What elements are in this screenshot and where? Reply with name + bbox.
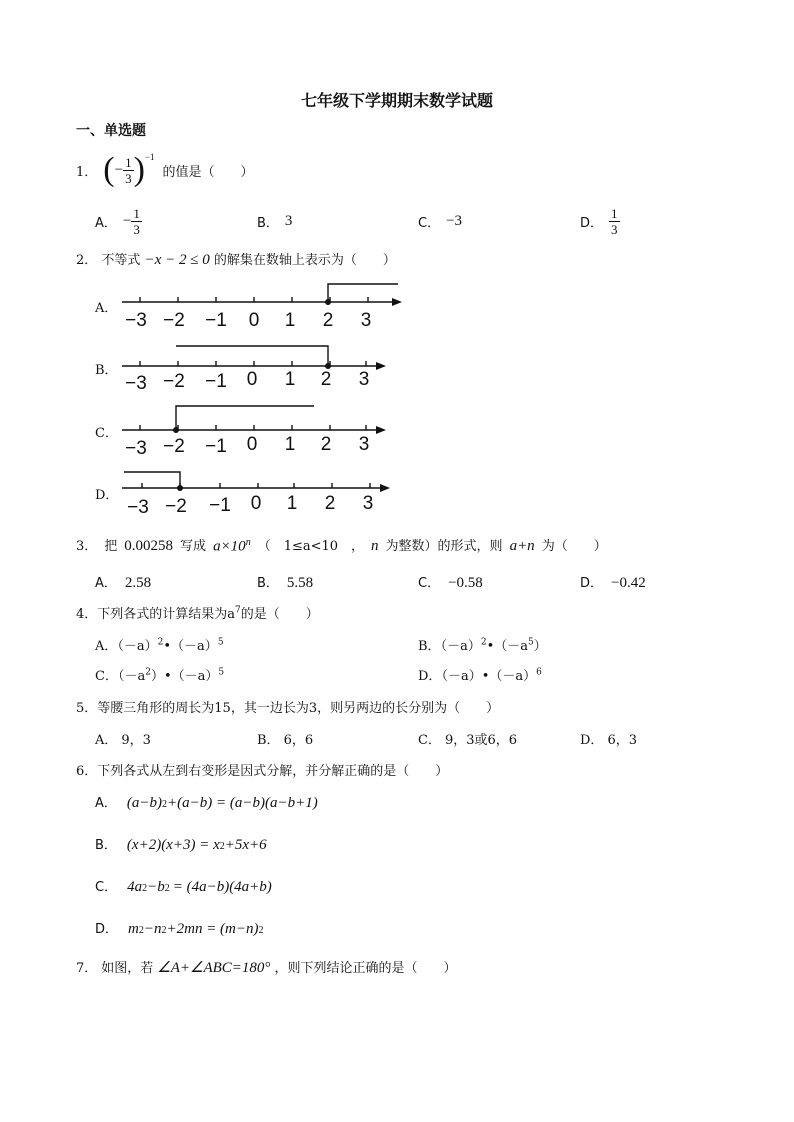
number-line-d bbox=[122, 472, 390, 518]
option-b bbox=[418, 635, 547, 654]
tick-label: −1 bbox=[205, 436, 227, 457]
tick-labels bbox=[127, 493, 373, 518]
option-value: 5.58 bbox=[286, 575, 314, 591]
question-5 bbox=[76, 697, 499, 716]
option-label: B． bbox=[257, 215, 279, 231]
tick-label: 0 bbox=[248, 310, 260, 331]
solution-bracket bbox=[176, 346, 328, 366]
exponent: 6 bbox=[536, 667, 542, 678]
option-part: （－a bbox=[117, 669, 146, 684]
number-line-b bbox=[122, 346, 386, 394]
option-label: D． bbox=[580, 733, 604, 748]
option-c bbox=[95, 665, 224, 684]
exponent: −1 bbox=[144, 152, 155, 162]
option-value: 9，3或6，6 bbox=[444, 733, 518, 748]
exponent: 2 bbox=[157, 637, 164, 648]
exponent: 2 bbox=[219, 841, 225, 852]
exponent: 5 bbox=[527, 637, 534, 648]
option-label: C． bbox=[418, 576, 441, 591]
angle-expr: ∠A+∠ABC=180° bbox=[157, 960, 271, 976]
option-c bbox=[418, 729, 517, 748]
option-c bbox=[418, 203, 462, 239]
tick-label: −3 bbox=[125, 310, 147, 331]
option-label: C． bbox=[95, 669, 118, 684]
number-line-c bbox=[122, 406, 386, 459]
tick-label: −2 bbox=[163, 310, 185, 331]
tick-label: −1 bbox=[209, 495, 231, 516]
question-7 bbox=[76, 957, 456, 977]
question-number: 7． bbox=[76, 961, 98, 976]
question-text: 为（ ） bbox=[541, 539, 607, 554]
option-a bbox=[95, 203, 142, 239]
question-text: 下列各式的计算结果为a bbox=[97, 607, 236, 622]
question-text: 的是（ ） bbox=[240, 607, 319, 622]
question-text: 把 bbox=[104, 539, 118, 554]
tick-label: 2 bbox=[320, 434, 332, 455]
exponent: 5 bbox=[218, 667, 225, 678]
option-label: B． bbox=[257, 733, 280, 748]
option-d bbox=[580, 729, 637, 748]
option-a bbox=[95, 635, 224, 654]
option-value: 6，3 bbox=[607, 733, 637, 748]
solution-bracket bbox=[176, 406, 314, 430]
question-number: 6． bbox=[76, 764, 98, 779]
question-6 bbox=[76, 760, 448, 779]
option-c bbox=[95, 876, 272, 896]
exponent: 2 bbox=[162, 799, 168, 810]
tick-labels bbox=[125, 310, 371, 331]
fraction-denominator: 3 bbox=[611, 221, 618, 237]
tick-label: 1 bbox=[286, 493, 298, 514]
expr-part: (x+2)(x+3) = x bbox=[126, 837, 220, 853]
option-part: •（－a） bbox=[163, 639, 218, 654]
expr-part: −b bbox=[147, 879, 165, 895]
solid-point bbox=[173, 427, 179, 433]
expr-part: +(a−b) = (a−b)(a−b+1) bbox=[167, 795, 318, 811]
expr-part: +2mn = (m−n) bbox=[166, 921, 259, 937]
exponent: 7 bbox=[235, 605, 241, 616]
question-text: 为整数）的形式，则 bbox=[385, 539, 503, 554]
tick-labels bbox=[125, 434, 369, 459]
option-c bbox=[418, 572, 483, 592]
question-2 bbox=[76, 249, 396, 269]
option-part: •（－a bbox=[486, 639, 528, 654]
question-number: 1． bbox=[76, 164, 98, 180]
option-d bbox=[95, 918, 264, 938]
option-a bbox=[95, 792, 318, 812]
option-label: B． bbox=[257, 576, 279, 591]
solution-bracket bbox=[328, 284, 398, 302]
exponent: 2 bbox=[138, 925, 144, 936]
condition-text: （ 1≤a<10 ， bbox=[257, 539, 365, 554]
inequality-expr: −x − 2 ≤ 0 bbox=[144, 252, 210, 268]
exponent: 5 bbox=[217, 637, 224, 648]
tick-label: −3 bbox=[127, 497, 149, 518]
question-number: 2． bbox=[76, 253, 98, 268]
tick-label: 3 bbox=[360, 310, 372, 331]
option-part: （－a） bbox=[440, 639, 481, 654]
tick-label: 1 bbox=[284, 310, 296, 331]
option-c-label: C． bbox=[95, 426, 118, 441]
option-b bbox=[95, 834, 267, 854]
option-b bbox=[257, 203, 292, 239]
option-a bbox=[95, 572, 151, 592]
expr-part: 4a bbox=[127, 879, 143, 895]
exponent: 2 bbox=[145, 667, 151, 678]
option-d-label: D． bbox=[95, 488, 119, 503]
option-label: D． bbox=[95, 922, 119, 937]
fraction-denominator: 3 bbox=[133, 221, 140, 237]
option-part: ）•（－a） bbox=[150, 669, 219, 684]
option-label: A． bbox=[95, 733, 118, 748]
fraction bbox=[123, 155, 134, 186]
number-value: 0.00258 bbox=[124, 538, 174, 554]
tick-labels bbox=[125, 369, 369, 394]
question-4 bbox=[76, 603, 319, 622]
option-a bbox=[95, 729, 151, 748]
variable-n: n bbox=[371, 538, 379, 554]
tick-label: 3 bbox=[362, 493, 374, 514]
section-heading: 一、单选题 bbox=[76, 123, 146, 139]
expr-part: m bbox=[128, 921, 139, 937]
question-text: 的值是（ ） bbox=[162, 164, 254, 180]
expr-part: −n bbox=[143, 921, 162, 937]
tick-label: 2 bbox=[322, 310, 334, 331]
option-value: 2.58 bbox=[124, 575, 152, 591]
tick-label: −1 bbox=[205, 371, 227, 392]
sci-form: a×10 bbox=[213, 538, 246, 554]
exponent: 2 bbox=[480, 637, 487, 648]
number-line-a bbox=[122, 284, 402, 331]
fraction-denominator: 3 bbox=[125, 170, 132, 186]
sci-exponent: n bbox=[245, 536, 251, 548]
paren-left: ( bbox=[103, 151, 115, 188]
option-value: 9，3 bbox=[121, 733, 151, 748]
expr-part: (a−b) bbox=[126, 795, 163, 811]
tick-label: 1 bbox=[284, 369, 296, 390]
solid-point bbox=[177, 485, 183, 491]
page-title: 七年级下学期期末数学试题 bbox=[300, 91, 493, 110]
tick-label: −3 bbox=[125, 438, 147, 459]
paren-right: ) bbox=[133, 151, 145, 188]
option-label: D． bbox=[580, 215, 604, 231]
tick-label: 3 bbox=[358, 369, 370, 390]
option-value: 6，6 bbox=[283, 733, 314, 748]
tick-label: −2 bbox=[165, 496, 187, 517]
option-label: C． bbox=[418, 733, 441, 748]
question-text: 等腰三角形的周长为15，其一边长为3，则另两边的长分别为（ ） bbox=[97, 701, 500, 716]
option-label: D． bbox=[418, 669, 442, 684]
tick-label: 2 bbox=[320, 369, 332, 390]
option-b bbox=[257, 572, 313, 592]
exponent: 2 bbox=[142, 883, 148, 894]
tick-label: 2 bbox=[324, 493, 336, 514]
question-number: 5． bbox=[76, 701, 98, 716]
option-d bbox=[580, 572, 646, 592]
question-text: 下列各式从左到右变形是因式分解，并分解正确的是（ ） bbox=[97, 764, 449, 779]
question-number: 4． bbox=[76, 607, 98, 622]
expr-part: = (4a−b)(4a+b) bbox=[172, 879, 272, 895]
option-a-label: A． bbox=[95, 301, 118, 316]
option-label: A． bbox=[95, 639, 118, 654]
option-d bbox=[418, 665, 542, 684]
exponent: 2 bbox=[164, 883, 170, 894]
exponent: 2 bbox=[258, 925, 264, 936]
fraction-numerator: 1 bbox=[611, 205, 618, 221]
option-label: A． bbox=[95, 215, 117, 231]
solid-point bbox=[325, 299, 331, 305]
tick-label: 0 bbox=[250, 493, 262, 514]
tick-label: 0 bbox=[246, 369, 258, 390]
expr-part: +5x+6 bbox=[224, 837, 267, 853]
solution-bracket bbox=[124, 472, 180, 488]
tick-label: −2 bbox=[163, 371, 185, 392]
option-label: B． bbox=[418, 639, 441, 654]
question-text: 不等式 bbox=[101, 253, 141, 268]
fraction-numerator: 1 bbox=[133, 205, 140, 221]
tick-label: −2 bbox=[163, 436, 185, 457]
fraction-numerator: 1 bbox=[125, 154, 132, 170]
option-label: C． bbox=[418, 215, 441, 231]
option-part: （－a）•（－a） bbox=[441, 669, 537, 684]
question-1 bbox=[76, 150, 254, 190]
minus-sign: − bbox=[122, 212, 132, 229]
option-value: −0.58 bbox=[448, 575, 483, 591]
option-b-label: B． bbox=[95, 363, 118, 378]
minus-sign: − bbox=[114, 161, 124, 178]
fraction bbox=[131, 206, 142, 237]
option-b bbox=[257, 729, 313, 748]
tick-label: −3 bbox=[125, 373, 147, 394]
number-lines bbox=[0, 270, 430, 530]
option-label: C． bbox=[95, 880, 118, 895]
question-text: 的解集在数轴上表示为（ ） bbox=[213, 253, 396, 268]
fraction bbox=[609, 206, 620, 237]
tick-label: 0 bbox=[246, 434, 258, 455]
tick-label: −1 bbox=[205, 310, 227, 331]
tick-label: 1 bbox=[284, 434, 296, 455]
option-value: 3 bbox=[284, 212, 293, 229]
exponent: 2 bbox=[161, 925, 167, 936]
question-text: 写成 bbox=[180, 539, 207, 554]
question-text: 如图，若 bbox=[101, 961, 154, 976]
option-label: D． bbox=[580, 576, 604, 591]
option-value: −3 bbox=[446, 212, 463, 229]
question-number: 3． bbox=[76, 539, 98, 554]
option-label: A． bbox=[95, 576, 117, 591]
axis-arrow bbox=[392, 298, 402, 306]
tick-label: 3 bbox=[358, 434, 370, 455]
option-value: −0.42 bbox=[611, 575, 646, 591]
sum-expr: a+n bbox=[509, 538, 535, 554]
option-label: B． bbox=[95, 838, 117, 853]
question-3 bbox=[76, 535, 607, 555]
option-label: A． bbox=[95, 796, 117, 811]
option-d bbox=[580, 203, 620, 239]
option-part: ） bbox=[533, 639, 547, 654]
option-part: （－a） bbox=[117, 639, 158, 654]
question-text: ，则下列结论正确的是（ ） bbox=[274, 961, 457, 976]
